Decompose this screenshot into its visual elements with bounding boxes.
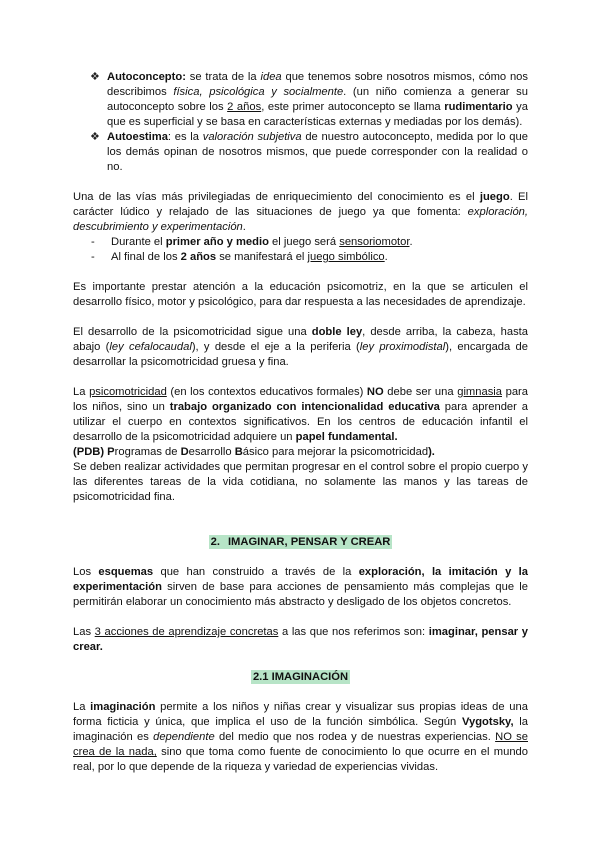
paragraph-doble-ley: El desarrollo de la psicomotricidad sigue una doble ley, desde arriba, la cabeza, hasta abajo (ley cefalocaudal), y desde el eje a la periferia (ley proximodistal), encargada de desarrollar la psicomotricidad gruesa y fina. [73, 326, 528, 368]
paragraph-juego: Una de las vías más privilegiadas de enriquecimiento del conocimiento es el juego. El carácter lúdico y relajado de las situaciones de juego ya que fomenta: exploración, descubrimiento y experimentación. [73, 191, 529, 233]
list-item: ❖ Autoconcepto: se trata de la idea que tenemos sobre nosotros mismos, cómo nos describimos física, psicológica y socialmente. (un niño comienza a generar su autoconcepto sobre los 2 años, este primer autoconcepto se llama rudimentario ya que es superficial y se basa en características externas y mediadas por los demás). [90, 71, 529, 128]
diamond-bullet-icon: ❖ [90, 71, 100, 83]
term-autoestima: Autoestima [107, 131, 168, 143]
paragraph-imaginacion: La imaginación permite a los niños y niñas crear y visualizar sus propias ideas de una forma ficticia y única, que implica el uso de la función simbólica. Según Vygotsky, la imaginación es dependiente del medio que nos rodea y de nuestras experiencias. NO se crea de la nada, sino que toma como fuente de conocimiento lo que ocurre en el mundo real, por lo que depende de la riqueza y variedad de experiencias vividas. [73, 701, 528, 773]
paragraph-psicomotriz: Es importante prestar atención a la educación psicomotriz, en la que se articulen el desarrollo físico, motor y psicológico, para dar respuesta a las necesidades de aprendizaje. [73, 281, 528, 308]
concept-bullet-list [73, 70, 528, 175]
paragraph-acciones: Las 3 acciones de aprendizaje concretas a las que nos referimos son: imaginar, pensar y crear. [73, 626, 528, 653]
paragraph-actividades: Se deben realizar actividades que permitan progresar en el control sobre el propio cuerpo y las diferentes tareas de la vida cotidiana, no solamente las manos y las tareas de psicomotricidad fina. [73, 461, 528, 503]
list-item: - Durante el primer año y medio el juego será sensoriomotor. [91, 236, 413, 248]
section-heading-2-1: 2.1 IMAGINACIÓN [252, 671, 349, 683]
paragraph-esquemas: Los esquemas que han construido a través de la exploración, la imitación y la experimentación sirven de base para acciones de pensamiento más complejas que le permitirán elaborar un conocimiento más abstracto y desligado de los objetos concretos. [73, 566, 528, 608]
paragraph-pdb: (PDB) Programas de Desarrollo Básico para mejorar la psicomotricidad). [73, 446, 435, 458]
juego-dash-list [73, 235, 528, 265]
diamond-bullet-icon: ❖ [90, 131, 100, 143]
paragraph-psicomotricidad: La psicomotricidad (en los contextos educativos formales) NO debe ser una gimnasia para los niños, sino un trabajo organizado con intencionalidad educativa para aprender a utilizar el cuerpo en contextos significativos. En los centros de educación infantil el desarrollo de la psicomotricidad adquiere un papel fundamental. [73, 386, 528, 443]
term-autoconcepto: Autoconcepto: [107, 71, 186, 83]
section-heading-2: 2. IMAGINAR, PENSAR Y CREAR [210, 536, 391, 548]
list-item: - Al final de los 2 años se manifestará el juego simbólico. [91, 251, 388, 263]
list-item: ❖ Autoestima: es la valoración subjetiva de nuestro autoconcepto, medida por lo que los demás opinan de nosotros mismos, que puede corresponder con la realidad o no. [90, 131, 528, 173]
